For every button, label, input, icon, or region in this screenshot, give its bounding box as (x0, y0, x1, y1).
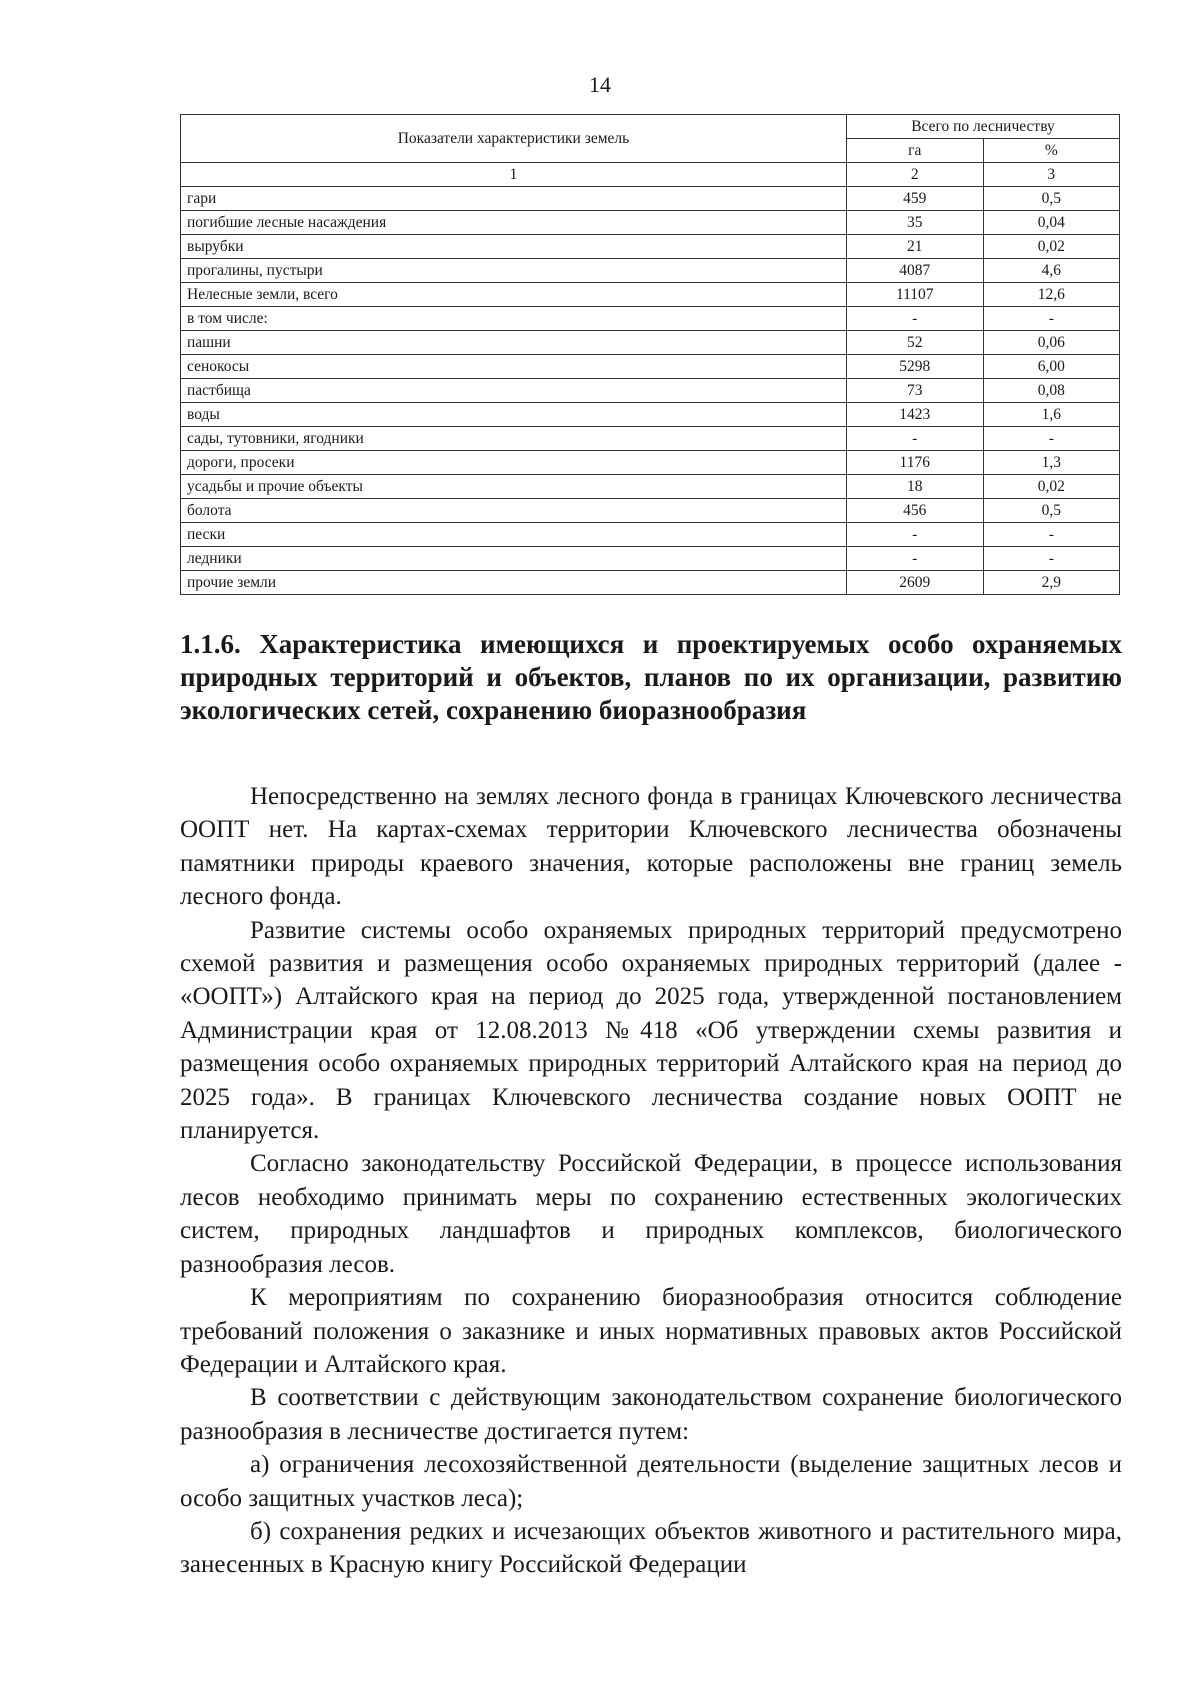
column-number: 2 (846, 163, 983, 187)
row-name-cell: сенокосы (181, 355, 847, 379)
row-ha-cell: 21 (846, 235, 983, 259)
table-row (181, 307, 1120, 331)
row-pct-cell: - (983, 427, 1119, 451)
row-name-cell: гари (181, 187, 847, 211)
row-ha-cell: 459 (846, 187, 983, 211)
table-row (181, 259, 1120, 283)
page-number: 14 (589, 72, 611, 97)
row-name-cell: вырубки (181, 235, 847, 259)
row-pct-cell: 2,9 (983, 571, 1119, 595)
row-pct-cell: - (983, 307, 1119, 331)
row-name-cell: пастбища (181, 379, 847, 403)
row-ha-cell: 18 (846, 475, 983, 499)
row-name-cell: в том числе: (181, 307, 847, 331)
row-pct-cell: 1,3 (983, 451, 1119, 475)
row-pct-cell: 0,02 (983, 235, 1119, 259)
row-ha-cell: 2609 (846, 571, 983, 595)
row-name-cell: болота (181, 499, 847, 523)
row-ha-cell: - (846, 547, 983, 571)
row-name-cell: воды (181, 403, 847, 427)
table-row (181, 403, 1120, 427)
row-name-cell: погибшие лесные насаждения (181, 211, 847, 235)
table-row (181, 235, 1120, 259)
paragraph: б) сохранения редких и исчезающих объектов животного и растительного мира, занесенных в Красную книгу Российской Федерации (180, 1517, 1122, 1579)
header-unit-pct: % (983, 139, 1119, 163)
row-pct-cell: 0,06 (983, 331, 1119, 355)
row-pct-cell: 0,02 (983, 475, 1119, 499)
row-name-cell: усадьбы и прочие объекты (181, 475, 847, 499)
row-pct-cell: 12,6 (983, 283, 1119, 307)
row-ha-cell: 456 (846, 499, 983, 523)
column-number: 3 (983, 163, 1119, 187)
table-row (181, 283, 1120, 307)
table-row (181, 451, 1120, 475)
row-pct-cell: - (983, 547, 1119, 571)
row-ha-cell: 1176 (846, 451, 983, 475)
row-name-cell: пески (181, 523, 847, 547)
paragraph: а) ограничения лесохозяйственной деятельности (выделение защитных лесов и особо защитных участков леса); (180, 1451, 1122, 1512)
row-pct-cell: 0,5 (983, 187, 1119, 211)
table-row (181, 523, 1120, 547)
section-heading: 1.1.6. Характеристика имеющихся и проектируемых особо охраняемых природных территорий и объектов, планов по их организации, развитию экологических сетей, сохранению биоразнообразия (180, 629, 1122, 725)
table-row (181, 379, 1120, 403)
paragraph: В соответствии с действующим законодательством сохранение биологического разнообразия в лесничестве достигается путем: (180, 1384, 1122, 1445)
row-name-cell: ледники (181, 547, 847, 571)
row-ha-cell: - (846, 427, 983, 451)
land-characteristics-table (180, 114, 1120, 595)
table-row (181, 187, 1120, 211)
row-ha-cell: 1423 (846, 403, 983, 427)
table-row (181, 211, 1120, 235)
row-ha-cell: 52 (846, 331, 983, 355)
row-name-cell: сады, тутовники, ягодники (181, 427, 847, 451)
header-unit-ha: га (846, 139, 983, 163)
header-indicator: Показатели характеристики земель (181, 115, 847, 163)
row-name-cell: прогалины, пустыри (181, 259, 847, 283)
row-pct-cell: 0,5 (983, 499, 1119, 523)
row-pct-cell: 4,6 (983, 259, 1119, 283)
table-row (181, 475, 1120, 499)
table-row (181, 571, 1120, 595)
table-row (181, 499, 1120, 523)
row-ha-cell: 11107 (846, 283, 983, 307)
table-row (181, 547, 1120, 571)
paragraph: Непосредственно на землях лесного фонда в границах Ключевского лесничества ООПТ нет. На картах-схемах территории Ключевского лесничества обозначены памятники природы краевого значения, которые расположены вне границ земель лесного фонда. (180, 783, 1122, 911)
paragraph: К мероприятиям по сохранению биоразнообразия относится соблюдение требований положения о заказнике и иных нормативных правовых актов Российской Федерации и Алтайского края. (180, 1284, 1122, 1378)
row-ha-cell: 4087 (846, 259, 983, 283)
row-ha-cell: 35 (846, 211, 983, 235)
row-ha-cell: 73 (846, 379, 983, 403)
column-number: 1 (181, 163, 847, 187)
table-row (181, 427, 1120, 451)
row-pct-cell: 0,04 (983, 211, 1119, 235)
row-name-cell: прочие земли (181, 571, 847, 595)
row-pct-cell: 6,00 (983, 355, 1119, 379)
paragraph: Согласно законодательству Российской Федерации, в процессе использования лесов необходимо принимать меры по сохранению естественных экологических систем, природных ландшафтов и природных комплексов, биологического разнообразия лесов. (180, 1150, 1122, 1278)
row-ha-cell: - (846, 523, 983, 547)
paragraph: Развитие системы особо охраняемых природных территорий предусмотрено схемой развития и размещения особо охраняемых природных территорий (далее - «ООПТ») Алтайского края на период до 2025 года, утвержденной постановлением Администрации края от 12.08.2013 №418 «Об утверждении схемы развития и размещения особо охраняемых природных территорий Алтайского края на период до 2025 года». В границах Ключевского лесничества создание новых ООПТ не планируется. (180, 916, 1122, 1145)
row-pct-cell: 0,08 (983, 379, 1119, 403)
section-body (180, 780, 1122, 1582)
table-row (181, 331, 1120, 355)
table-column-numbers-row (181, 163, 1120, 187)
row-name-cell: Нелесные земли, всего (181, 283, 847, 307)
row-pct-cell: - (983, 523, 1119, 547)
header-total-group: Всего по лесничеству (846, 115, 1119, 139)
table-row (181, 355, 1120, 379)
row-name-cell: пашни (181, 331, 847, 355)
row-name-cell: дороги, просеки (181, 451, 847, 475)
table-header-row (181, 115, 1120, 139)
row-ha-cell: - (846, 307, 983, 331)
row-ha-cell: 5298 (846, 355, 983, 379)
row-pct-cell: 1,6 (983, 403, 1119, 427)
